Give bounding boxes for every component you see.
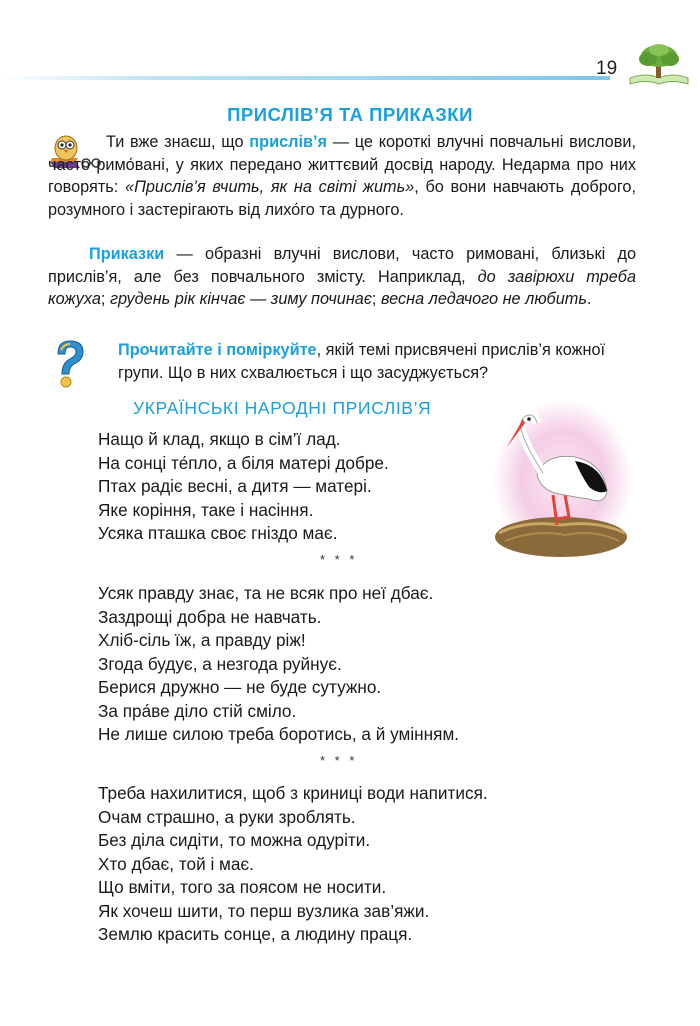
proverb-line: На сонці те́пло, а біля матері добре. [98,452,389,473]
proverb-line: Згода будує, а незгода руйнує. [98,653,342,674]
proverb-line: Яке коріння, таке і насіння. [98,499,314,520]
example-end: . [586,290,592,308]
group-separator: * * * [320,552,358,567]
header-rule [0,76,610,80]
section-title: ПРИСЛІВ’Я ТА ПРИКАЗКИ [227,104,473,125]
proverb-line: Землю красить сонце, а людину праця. [98,924,413,944]
example-1: до завірюхи треба кожуха [48,267,636,308]
proverb-line: Без діла сидіти, то можна одуріти. [98,830,371,850]
proverbs-group-3 [98,782,488,947]
page-number: 19 [596,58,618,79]
example-sep-2: ; [371,290,381,308]
proverbs-group-2 [98,582,459,747]
proverb-line: Хліб-сіль їж, а правду ріж! [98,630,306,650]
proverbs-subtitle: УКРАЇНСЬКІ НАРОДНІ ПРИСЛІВ’Я [133,398,432,418]
task-lead: Прочитайте і поміркуйте [118,341,317,359]
prykazky-paragraph [48,243,636,311]
intro-text-2: — це короткі влучні повчальні вислови, часто римо́вані, у яких передано життєвий досвід народу. Недарма про них говорять: [48,133,636,196]
question-mark-icon [50,338,88,390]
intro-paragraph [48,131,636,221]
proverb-line: Що вміти, того за поясом не носити. [98,877,387,897]
task-paragraph [118,339,638,384]
proverb-line: Усяк правду знає, та не всяк про неї дбає. [98,583,434,603]
tree-book-icon [626,40,692,86]
proverb-line: За пра́ве діло стій сміло. [98,700,297,721]
intro-text-3: , бо вони навчають доброго, розумного і застерігають від лихо́го та дурного. [48,178,636,219]
example-3: весна ледачого не любить [380,290,587,308]
proverb-line: Птах радіє весні, а дитя — матері. [98,476,372,496]
intro-text-1: Ти вже знаєш, що [106,133,250,151]
stork-illustration [485,395,635,563]
proverb-line: Нащо й клад, якщо в сім’ї лад. [98,429,341,449]
task-text: , якій темі присвячені прислів’я кожної групи. Що в них схвалюється і що засуджується? [118,341,606,382]
proverb-line: Треба нахилитися, щоб з криниці води напитися. [98,783,488,803]
proverbs-group-1 [98,428,389,546]
proverb-line: Берися дружно — не буде сутужно. [98,677,382,697]
proverb-line: Хто дбає, той і має. [98,853,254,874]
intro-quote: «Прислів’я вчить, як на світі жить» [125,178,415,196]
term-proverb: прислів’я [249,133,328,151]
proverb-line: Заздрощі добра не навчать. [98,606,322,627]
term-saying: Приказки [89,245,165,263]
proverb-line: Усяка пташка своє гніздо має. [98,523,338,543]
group-separator: * * * [320,753,358,768]
proverb-line: Як хочеш шити, то перш вузлика зав’яжи. [98,900,430,921]
proverb-line: Очам страшно, а руки зроблять. [98,806,356,827]
proverb-line: Не лише силою треба боротись, а й умінням. [98,724,460,744]
prykazky-text: — образні влучні вислови, часто римовані, близькі до прислів’я, але без повчального змісту. Наприклад, [48,245,636,286]
example-sep-1: ; [100,290,110,308]
example-2: грудень рік кінчає — зиму починає [109,290,372,308]
